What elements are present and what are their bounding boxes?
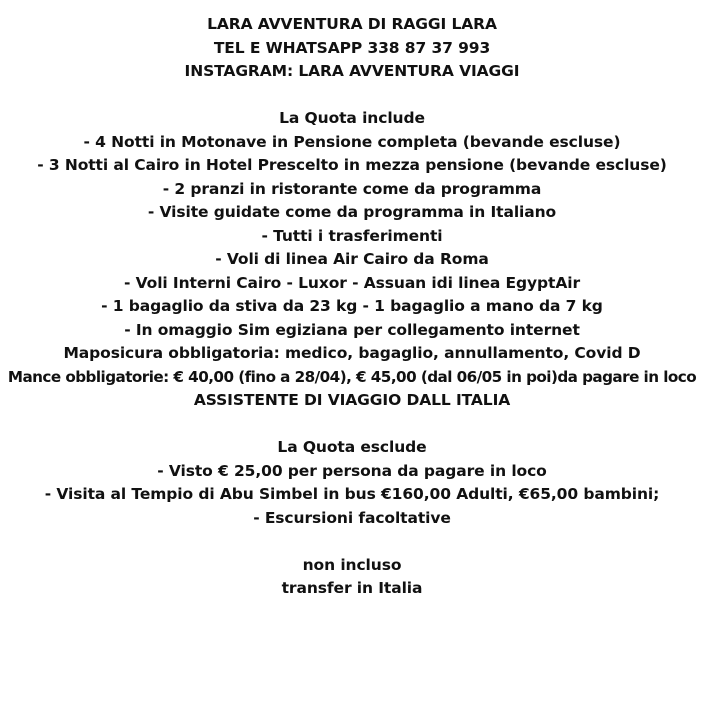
phone-whatsapp: TEL E WHATSAPP 338 87 37 993: [213, 38, 491, 57]
not-included-item: transfer in Italia: [281, 579, 423, 597]
includes-item: - Voli di linea Air Cairo da Roma: [215, 250, 489, 268]
flyer-text-block: [0, 13, 704, 601]
includes-item: - Tutti i trasferimenti: [261, 226, 443, 245]
insurance-line: Maposicura obbligatoria: medico, bagaglio, annullamento, Covid D: [63, 344, 641, 362]
includes-title: La Quota include: [279, 109, 425, 127]
not-included-title: non incluso: [302, 555, 402, 574]
agency-name: LARA AVVENTURA DI RAGGI LARA: [207, 15, 497, 33]
instagram-handle: INSTAGRAM: LARA AVVENTURA VIAGGI: [184, 62, 520, 80]
excludes-title: La Quota esclude: [277, 438, 427, 456]
includes-item: - 2 pranzi in ristorante come da programma: [162, 179, 542, 198]
includes-item: - Visite guidate come da programma in Italiano: [147, 203, 557, 221]
travel-assistant-line: ASSISTENTE DI VIAGGIO DALL ITALIA: [193, 391, 511, 409]
includes-item: - 3 Notti al Cairo in Hotel Prescelto in mezza pensione (bevande escluse): [37, 156, 667, 174]
includes-item: - 1 bagaglio da stiva da 23 kg - 1 bagaglio a mano da 7 kg: [101, 297, 603, 315]
excludes-item: - Visto € 25,00 per persona da pagare in loco: [157, 461, 547, 480]
includes-item: - Voli Interni Cairo - Luxor - Assuan idi linea EgyptAir: [123, 273, 581, 292]
excludes-item: - Escursioni facoltative: [253, 508, 451, 527]
includes-item: - In omaggio Sim egiziana per collegamento internet: [124, 320, 580, 339]
tips-line: Mance obbligatorie: € 40,00 (fino a 28/04), € 45,00 (dal 06/05 in poi)da pagare in loco: [7, 367, 697, 386]
includes-item: - 4 Notti in Motonave in Pensione completa (bevande escluse): [83, 132, 621, 151]
excludes-item: - Visita al Tempio di Abu Simbel in bus €160,00 Adulti, €65,00 bambini;: [44, 485, 660, 503]
